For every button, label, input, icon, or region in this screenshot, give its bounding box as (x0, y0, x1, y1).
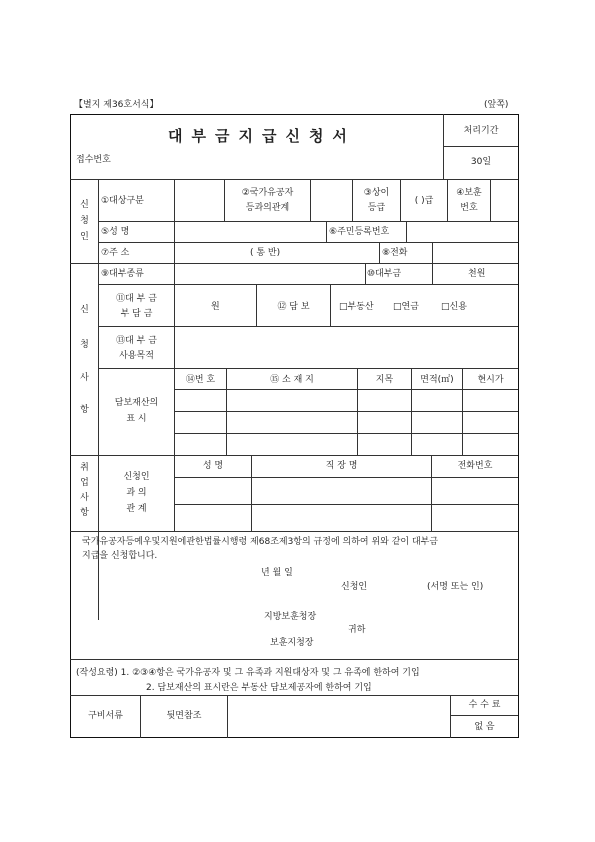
employment-section-char: 취 (80, 463, 89, 473)
employment-relation-label-3: 관 계 (126, 504, 147, 514)
emp-header-name: 성 명 (202, 461, 224, 471)
bohun-number-label-1: ④보훈 (456, 188, 482, 198)
grade-value: ( )급 (414, 196, 434, 206)
fee-value: 없 음 (474, 722, 495, 732)
request-section-char: 사 (80, 373, 89, 383)
col-header-location: ⑮ 소 재 지 (270, 375, 314, 385)
divider (174, 433, 518, 434)
divider (174, 504, 518, 505)
collateral-display-label-2: 표 시 (126, 414, 147, 424)
divider (224, 179, 225, 221)
frame-top (70, 114, 518, 115)
employment-section-char: 사 (80, 493, 89, 503)
bohun-number-label-2: 번호 (460, 203, 478, 213)
divider (174, 179, 175, 221)
loan-type-label: ⑨대부종류 (101, 269, 144, 279)
request-section-char: 청 (80, 340, 89, 350)
honorific: 귀하 (348, 625, 366, 635)
divider (326, 221, 327, 242)
divider (98, 326, 518, 327)
collateral-label: ⑫ 담 보 (277, 302, 310, 312)
employment-relation-label-1: 신청인 (123, 472, 150, 482)
divider (352, 179, 353, 221)
divider (490, 179, 491, 221)
processing-period-label: 처리기간 (463, 126, 499, 136)
divider (70, 455, 518, 456)
divider (174, 411, 518, 412)
form-title: 대부금지급신청서 (168, 127, 356, 145)
frame-right (518, 114, 519, 738)
request-section-char: 항 (80, 405, 89, 415)
processing-period-value: 30일 (470, 157, 492, 167)
burden-label-1: ⑪대 부 금 (116, 294, 157, 304)
option-pension[interactable]: □연금 (393, 302, 419, 312)
purpose-label-1: ⑬대 부 금 (116, 336, 157, 346)
divider (70, 531, 518, 532)
applicant-sign-label: 신청인 (341, 582, 368, 592)
col-header-price: 현시가 (477, 375, 504, 385)
employment-relation-label-2: 과 의 (126, 488, 147, 498)
loan-amount-label: ⑩대부금 (367, 269, 402, 279)
office-1: 지방보훈청장 (264, 612, 317, 622)
loan-amount-unit: 천원 (468, 269, 486, 279)
divider (98, 284, 518, 285)
divider (450, 715, 518, 716)
fee-label: 수 수 료 (468, 700, 501, 710)
signature-hint: (서명 또는 인) (427, 582, 484, 592)
relation-label-2: 등과의관계 (245, 203, 290, 213)
emp-header-workplace: 직 장 명 (325, 461, 358, 471)
office-2: 보훈지청장 (270, 638, 314, 648)
divider (174, 389, 518, 390)
divider (365, 263, 366, 284)
col-header-number: ⑭번 호 (185, 375, 216, 385)
address-hint: ( 통 반) (250, 248, 281, 258)
employment-section-char: 업 (80, 478, 89, 488)
resident-number-label: ⑥주민등록번호 (329, 227, 390, 237)
documents-label: 구비서류 (88, 711, 123, 721)
instructions-line-1: (작성요령) 1. ②③④항은 국가유공자 및 그 유족과 지원대상자 및 그 유족에 한하여 기입 (76, 668, 420, 678)
col-header-land-type: 지목 (375, 375, 394, 385)
name-label: ⑤성 명 (101, 227, 130, 237)
divider (98, 221, 518, 222)
divider (227, 695, 228, 738)
purpose-label-2: 사용목적 (119, 351, 154, 361)
relation-label-1: ②국가유공자 (241, 188, 294, 198)
won-unit: 원 (211, 302, 220, 312)
divider (70, 659, 518, 660)
option-real-estate[interactable]: □부동산 (339, 302, 374, 312)
divider (70, 263, 518, 264)
option-credit[interactable]: □신용 (441, 302, 467, 312)
form-number: 【별지 제36호서식】 (74, 100, 159, 110)
phone-label: ⑧전화 (382, 248, 408, 258)
statement-line-1: 국가유공자등예우및지원에관한법률시행령 제68조제3항의 규정에 의하여 위와 같이 대부금 (82, 537, 439, 547)
divider (174, 263, 175, 368)
emp-header-phone: 전화번호 (457, 461, 493, 471)
documents-value: 뒷면참조 (166, 711, 202, 721)
divider (98, 368, 518, 369)
date-line: 년 월 일 (261, 568, 293, 578)
receipt-number-label: 접수번호 (76, 155, 111, 165)
address-label: ⑦주 소 (101, 248, 130, 258)
divider (379, 242, 380, 263)
divider (330, 284, 331, 326)
divider (432, 263, 433, 284)
divider (174, 221, 175, 263)
grade-label-2: 등급 (367, 203, 386, 213)
divider (98, 242, 518, 243)
statement-line-2: 지급을 신청합니다. (82, 551, 158, 561)
instructions-line-2: 2. 담보재산의 표시란은 부동산 담보제공자에 한하여 기입 (146, 683, 372, 693)
grade-label-1: ③상이 (363, 188, 390, 198)
applicant-section-char: 인 (80, 232, 89, 242)
divider (174, 477, 518, 478)
employment-section-char: 항 (80, 508, 89, 518)
divider (432, 242, 433, 263)
collateral-display-label-1: 담보재산의 (114, 398, 159, 408)
divider (70, 179, 518, 180)
page-side-label: (앞쪽) (484, 100, 509, 110)
divider (443, 146, 518, 147)
applicant-section-char: 청 (80, 216, 89, 226)
divider (406, 221, 407, 242)
divider (447, 179, 448, 221)
applicant-section-char: 신 (80, 200, 89, 210)
target-type-label: ①대상구분 (101, 196, 144, 206)
divider (310, 179, 311, 221)
burden-label-2: 부 담 금 (120, 309, 153, 319)
request-section-char: 신 (80, 305, 89, 315)
col-header-area: 면적(㎡) (420, 375, 454, 385)
